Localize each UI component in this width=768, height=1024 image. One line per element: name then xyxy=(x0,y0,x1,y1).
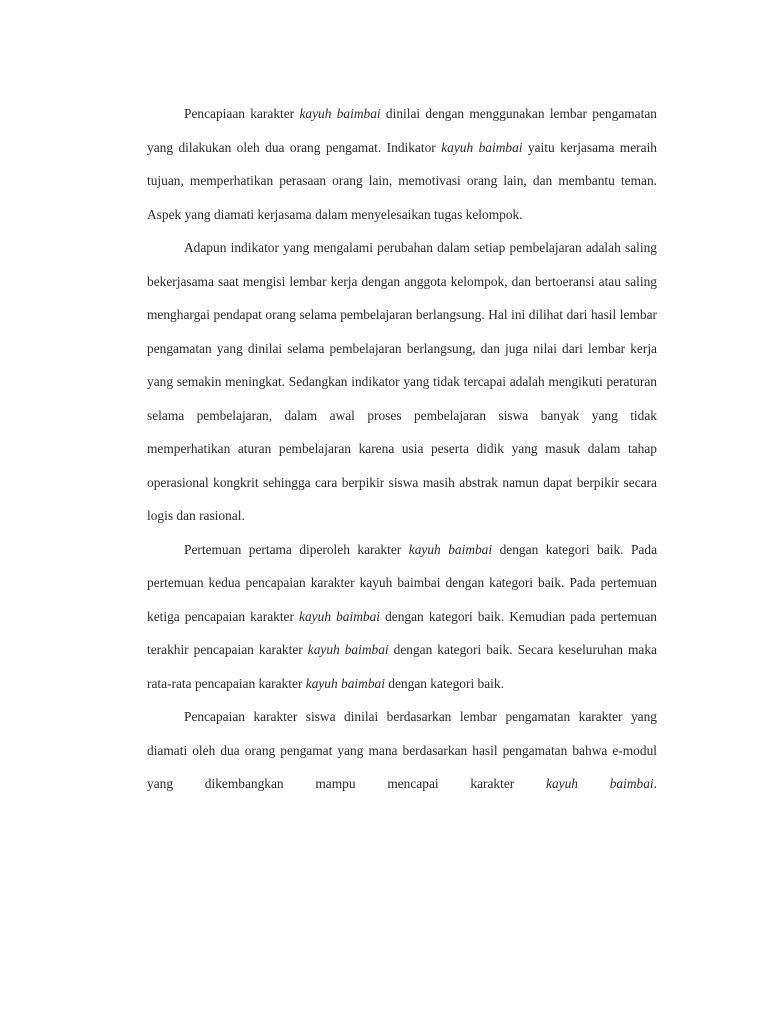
italic-term: kayuh baimbai xyxy=(305,675,385,691)
paragraph-text: dengan kategori baik. Pada pertemuan kedua pencapaian karakter kayuh baimbai dengan kategori baik. Pada pertemuan ketiga pencapaian karakter xyxy=(147,541,658,624)
paragraph-text: . xyxy=(653,776,657,791)
paragraph-text: Pertemuan pertama diperoleh karakter xyxy=(184,541,409,557)
paragraph-text: dengan kategori baik. Secara keseluruhan maka rata-rata pencapaian karakter xyxy=(147,642,657,691)
paragraph-3 xyxy=(147,533,657,701)
italic-term: kayuh baimbai xyxy=(441,139,523,155)
document-body xyxy=(147,97,657,801)
paragraph-text: dengan kategori baik. xyxy=(384,675,504,691)
italic-term: kayuh baimbai xyxy=(299,608,380,624)
paragraph-text: Pencapiaan karakter xyxy=(184,106,300,121)
italic-term: kayuh baimbai xyxy=(408,541,493,557)
paragraph-2 xyxy=(147,231,657,533)
paragraph-text: Adapun indikator yang mengalami perubahan dalam setiap pembelajaran adalah saling bekerjasama saat mengisi lembar kerja dengan anggota kelompok, dan bertoeransi atau saling menghargai pendapat orang selama pembelajaran berlangsung. Hal ini dilihat dari hasil lembar pengamatan yang dinilai selama pembelajaran berlangsung, dan juga nilai dari lembar kerja yang semakin meningkat. Sedangkan indikator yang tidak tercapai adalah mengikuti peraturan selama pembelajaran, dalam awal proses pembelajaran siswa banyak yang tidak memperhatikan aturan pembelajaran karena usia peserta didik yang masuk dalam tahap operasional kongkrit sehingga cara berpikir siswa masih abstrak namun dapat berpikir secara logis dan rasional. xyxy=(147,240,657,523)
paragraph-1 xyxy=(147,97,657,231)
paragraph-text: yaitu kerjasama meraih tujuan, memperhatikan perasaan orang lain, memotivasi orang lain, dan membantu teman. Aspek yang diamati kerjasama dalam menyelesaikan tugas kelompok. xyxy=(147,139,657,222)
italic-term: kayuh baimbai xyxy=(307,642,389,657)
paragraph-text: dengan kategori baik. Kemudian pada pertemuan terakhir pencapaian karakter xyxy=(147,608,657,657)
italic-term: kayuh baimbai xyxy=(299,106,381,121)
paragraph-text: dinilai dengan menggunakan lembar pengamatan yang dilakukan oleh dua orang pengamat. Indikator xyxy=(147,106,657,155)
paragraph-text: Pencapaian karakter siswa dinilai berdasarkan lembar pengamatan karakter yang diamati oleh dua orang pengamat yang mana berdasarkan hasil pengamatan bahwa e-modul yang dikembangkan mampu mencapai karakter xyxy=(147,709,657,791)
italic-term: kayuh baimbai xyxy=(546,776,654,791)
paragraph-4 xyxy=(147,700,657,801)
